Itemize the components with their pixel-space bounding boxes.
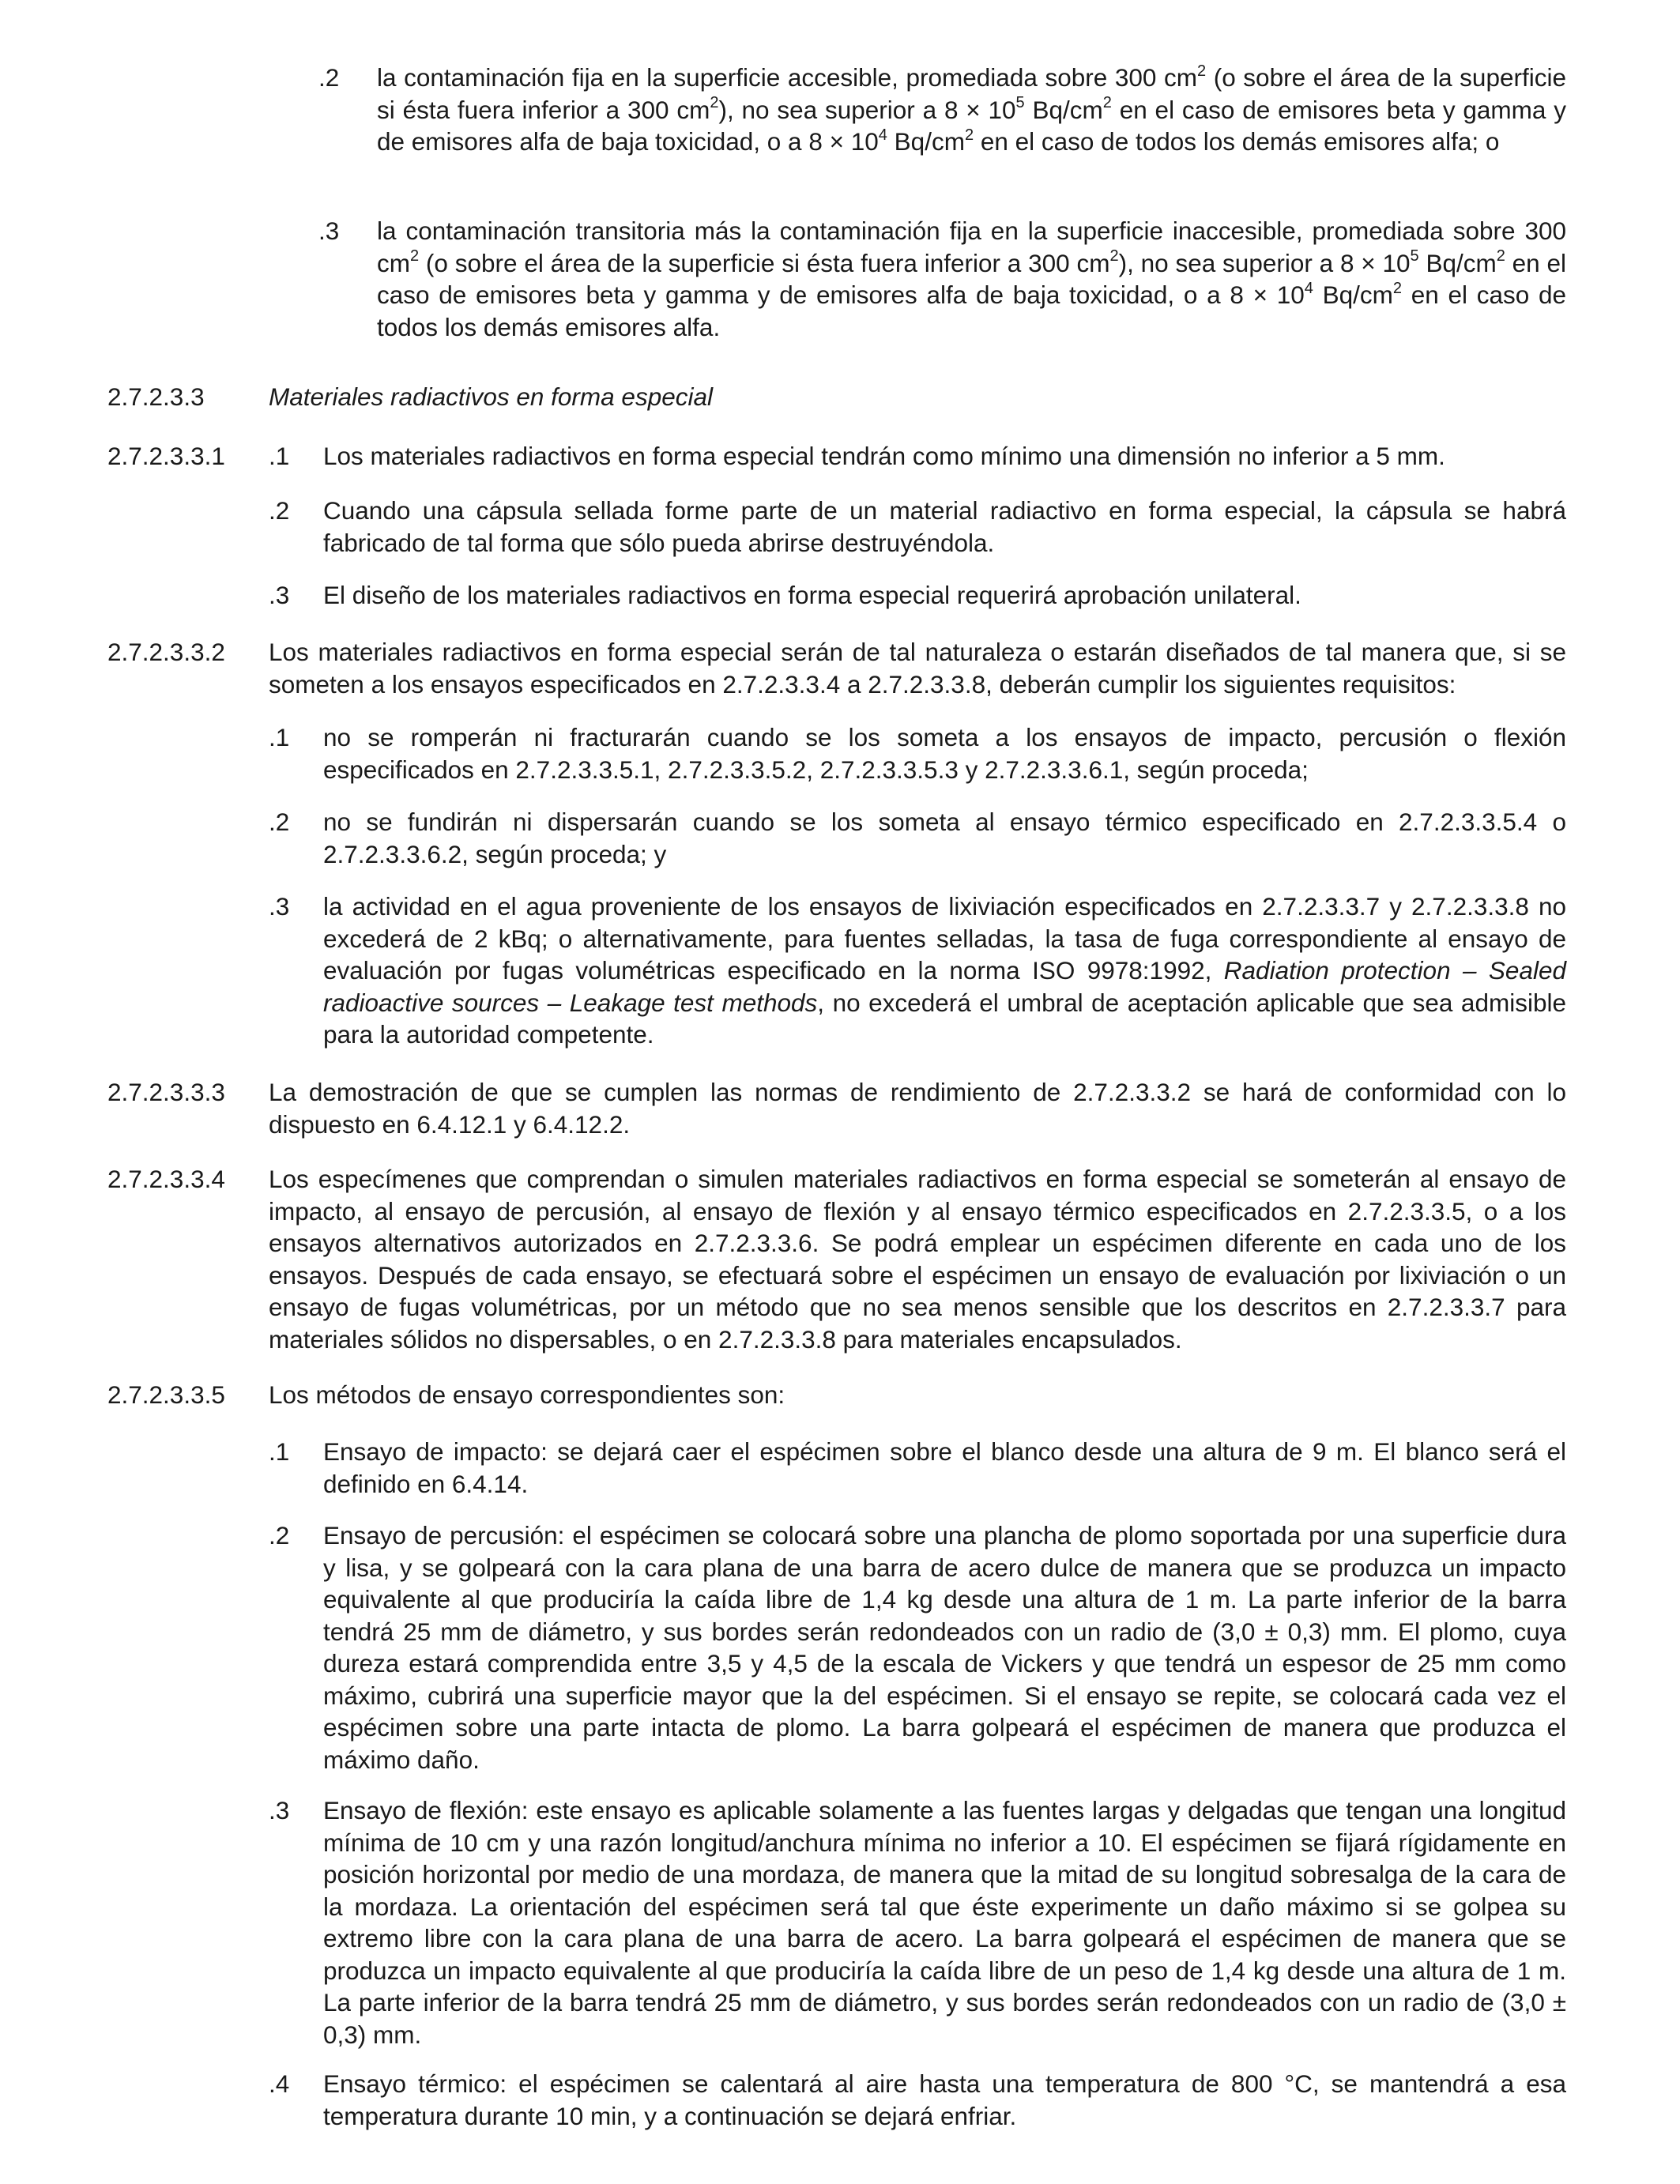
section-title: Materiales radiactivos en forma especial	[269, 382, 714, 411]
list-item-text: la actividad en el agua proveniente de los ensayos de lixiviación especificados en 2.7.2.3.3.7 y 2.7.2.3.3.8 no excederá de 2 kBq; o alternativamente, para fuentes selladas, la tasa de fuga correspondiente al ensayo de evaluación por fugas volumétricas especificado en la norma ISO 9978:1992, Radiation protection – Sealed radioactive sources – Leakage test methods, no excederá el umbral de aceptación aplicable que sea admisible para la autoridad competente.	[323, 892, 1566, 1049]
list-item-text: Ensayo térmico: el espécimen se calentará al aire hasta una temperatura de 800 °C, se mantendrá a esa temperatura durante 10 min, y a continuación se dejará enfriar.	[323, 2069, 1566, 2130]
list-marker: .1	[269, 442, 290, 470]
list-marker: .2	[269, 496, 290, 525]
list-marker: .2	[269, 1521, 290, 1550]
clause-text: Los métodos de ensayo correspondientes son:	[269, 1380, 785, 1409]
clause-text: La demostración de que se cumplen las normas de rendimiento de 2.7.2.3.3.2 se hará de conformidad con lo dispuesto en 6.4.12.1 y 6.4.12.2.	[269, 1078, 1566, 1139]
list-marker: .3	[269, 1796, 290, 1824]
list-item-text: no se romperán ni fracturarán cuando se los someta a los ensayos de impacto, percusión o flexión especificados en 2.7.2.3.3.5.1, 2.7.2.3.3.5.2, 2.7.2.3.3.5.3 y 2.7.2.3.3.6.1, según proceda;	[323, 723, 1566, 784]
list-marker: .1	[269, 1437, 290, 1466]
clause-text: Los especímenes que comprendan o simulen materiales radiactivos en forma especial se someterán al ensayo de impacto, al ensayo de percusión, al ensayo de flexión y al ensayo térmico especificados en 2.7.2.3.3.5, o a los ensayos alternativos autorizados en 2.7.2.3.3.6. Se podrá emplear un espécimen diferente en cada uno de los ensayos. Después de cada ensayo, se efectuará sobre el espécimen un ensayo de evaluación por lixiviación o un ensayo de fugas volumétricas, por un método que no sea menos sensible que los descritos en 2.7.2.3.3.7 para materiales sólidos no dispersables, o en 2.7.2.3.3.8 para materiales encapsulados.	[269, 1165, 1566, 1354]
list-marker: .3	[269, 892, 290, 921]
clause-text: Los materiales radiactivos en forma especial serán de tal naturaleza o estarán diseñados de tal manera que, si se someten a los ensayos especificados en 2.7.2.3.3.4 a 2.7.2.3.3.8, deberán cumplir los siguientes requisitos:	[269, 638, 1566, 699]
list-item-text: Los materiales radiactivos en forma especial tendrán como mínimo una dimensión no inferior a 5 mm.	[323, 442, 1445, 470]
clause-number: 2.7.2.3.3.5	[107, 1380, 225, 1409]
list-item-text: Cuando una cápsula sellada forme parte de un material radiactivo en forma especial, la cápsula se habrá fabricado de tal forma que sólo pueda abrirse destruyéndola.	[323, 496, 1566, 557]
list-item-text: Ensayo de impacto: se dejará caer el espécimen sobre el blanco desde una altura de 9 m. El blanco será el definido en 6.4.14.	[323, 1437, 1566, 1498]
list-marker: .1	[269, 723, 290, 751]
clause-number: 2.7.2.3.3.3	[107, 1078, 225, 1106]
list-marker: .2	[318, 63, 340, 92]
list-item-text: Ensayo de flexión: este ensayo es aplicable solamente a las fuentes largas y delgadas que tengan una longitud mínima de 10 cm y una razón longitud/anchura mínima no inferior a 10. El espécimen se fijará rígidamente en posición horizontal por medio de una mordaza, de manera que la mitad de su longitud sobresalga de la cara de la mordaza. La orientación del espécimen será tal que éste experimente un daño máximo si se golpea su extremo libre con la cara plana de una barra de acero. La barra golpeará el espécimen de manera que se produzca un impacto equivalente al que produciría la caída libre de un peso de 1,4 kg desde una altura de 1 m. La parte inferior de la barra tendrá 25 mm de diámetro, y sus bordes serán redondeados con un radio de (3,0 ± 0,3) mm.	[323, 1796, 1566, 2049]
clause-number: 2.7.2.3.3.1	[107, 442, 225, 470]
list-marker: .3	[269, 581, 290, 609]
list-item-text: la contaminación fija en la superficie accesible, promediada sobre 300 $cm^2$ (o sobre el área de la superficie si ésta fuera inferior a 300 $cm^2$), no sea superior a $8 \times 10^5$ $Bq/cm^2$ en el caso de emisores beta y gamma y de emisores alfa de baja toxicidad, o a $8 \times 10^4$ $Bq/cm^2$ en el caso de todos los demás emisores alfa; o	[377, 62, 1566, 156]
list-marker: .2	[269, 808, 290, 836]
section-number: 2.7.2.3.3	[107, 382, 205, 411]
list-item-text: Ensayo de percusión: el espécimen se colocará sobre una plancha de plomo soportada por una superficie dura y lisa, y se golpeará con la cara plana de una barra de acero dulce de manera que se produzca un impacto equivalente al que produciría la caída libre de 1,4 kg desde una altura de 1 m. La parte inferior de la barra tendrá 25 mm de diámetro, y sus bordes serán redondeados con un radio de (3,0 ± 0,3) mm. El plomo, cuya dureza estará comprendida entre 3,5 y 4,5 de la escala de Vickers y que tendrá un espesor de 25 mm como máximo, cubrirá una superficie mayor que la del espécimen. Si el ensayo se repite, se colocará cada vez el espécimen sobre una parte intacta de plomo. La barra golpeará el espécimen de manera que produzca el máximo daño.	[323, 1521, 1566, 1774]
list-item-text: El diseño de los materiales radiactivos en forma especial requerirá aprobación unilateral.	[323, 581, 1301, 609]
clause-number: 2.7.2.3.3.4	[107, 1165, 225, 1193]
list-item-text: la contaminación transitoria más la contaminación fija en la superficie inaccesible, promediada sobre 300 $cm^2$ (o sobre el área de la superficie si ésta fuera inferior a 300 $cm^2$), no sea superior a $8 \times 10^5$ $Bq/cm^2$ en el caso de emisores beta y gamma y de emisores alfa de baja toxicidad, o a $8 \times 10^4$ $Bq/cm^2$ en el caso de todos los demás emisores alfa.	[377, 217, 1566, 341]
clause-number: 2.7.2.3.3.2	[107, 638, 225, 666]
list-item-text: no se fundirán ni dispersarán cuando se los someta al ensayo térmico especificado en 2.7.2.3.3.5.4 o 2.7.2.3.3.6.2, según proceda; y	[323, 808, 1566, 868]
list-marker: .3	[318, 217, 340, 245]
list-marker: .4	[269, 2069, 290, 2098]
